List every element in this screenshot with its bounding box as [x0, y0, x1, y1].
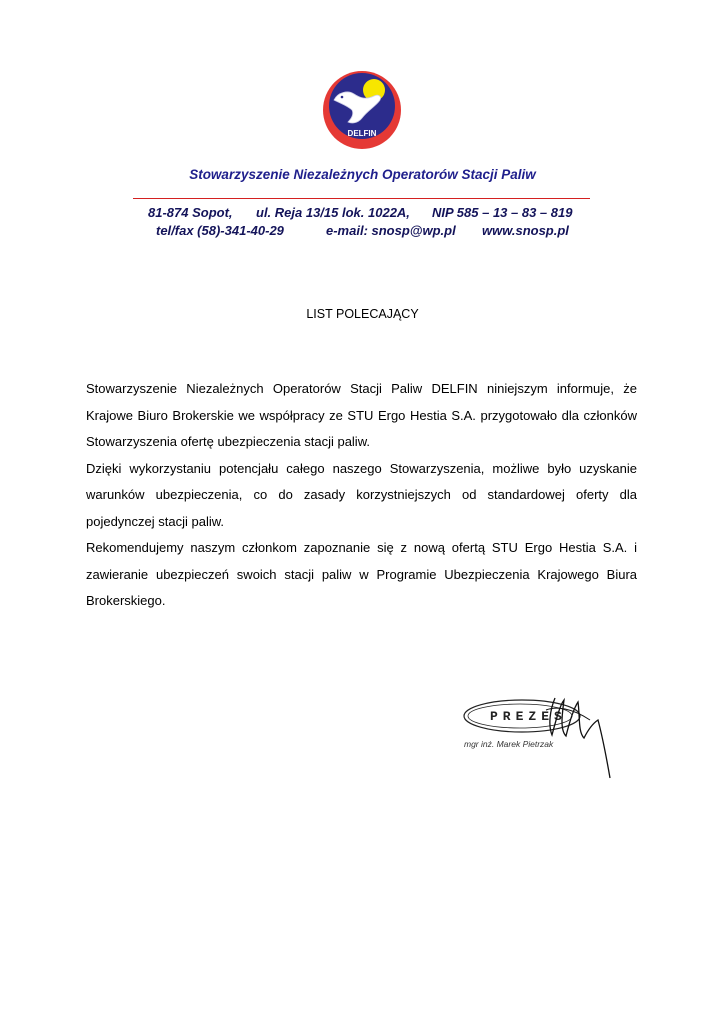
signer-name: mgr inż. Marek Pietrzak — [464, 739, 554, 749]
letter-title: LIST POLECAJĄCY — [306, 307, 419, 321]
address-email: e-mail: snosp@wp.pl — [326, 223, 456, 238]
address-nip: NIP 585 – 13 – 83 – 819 — [432, 205, 573, 220]
address-street: ul. Reja 13/15 lok. 1022A, — [256, 205, 410, 220]
address-www: www.snosp.pl — [482, 223, 569, 238]
letter-body — [86, 376, 637, 615]
paragraph-1: Stowarzyszenie Niezależnych Operatorów Stacji Paliw DELFIN niniejszym informuje, że Krajowe Biuro Brokerskie we współpracy ze STU Ergo Hestia S.A. przygotowało dla członków Stowarzyszenia ofertę ubezpieczenia stacji paliw. — [86, 381, 637, 449]
signature-stamp — [460, 680, 620, 780]
delfin-logo — [322, 70, 402, 150]
organization-name: Stowarzyszenie Niezależnych Operatorów Stacji Paliw — [189, 167, 536, 182]
paragraph-3: Rekomendujemy naszym członkom zapoznanie się z nową ofertą STU Ergo Hestia S.A. i zawieranie ubezpieczeń swoich stacji paliw w Programie Ubezpieczenia Krajowego Biura Brokerskiego. — [86, 540, 637, 608]
header-divider — [133, 198, 590, 199]
address-city: 81-874 Sopot, — [148, 205, 233, 220]
stamp-text: PREZES — [490, 709, 567, 724]
paragraph-2: Dzięki wykorzystaniu potencjału całego naszego Stowarzyszenia, możliwe było uzyskanie warunków ubezpieczenia, co do zasady korzystniejszych od standardowej oferty dla pojedynczej stacji paliw. — [86, 460, 637, 529]
address-phone: tel/fax (58)-341-40-29 — [156, 223, 284, 238]
logo-text: DELFIN — [347, 129, 377, 138]
